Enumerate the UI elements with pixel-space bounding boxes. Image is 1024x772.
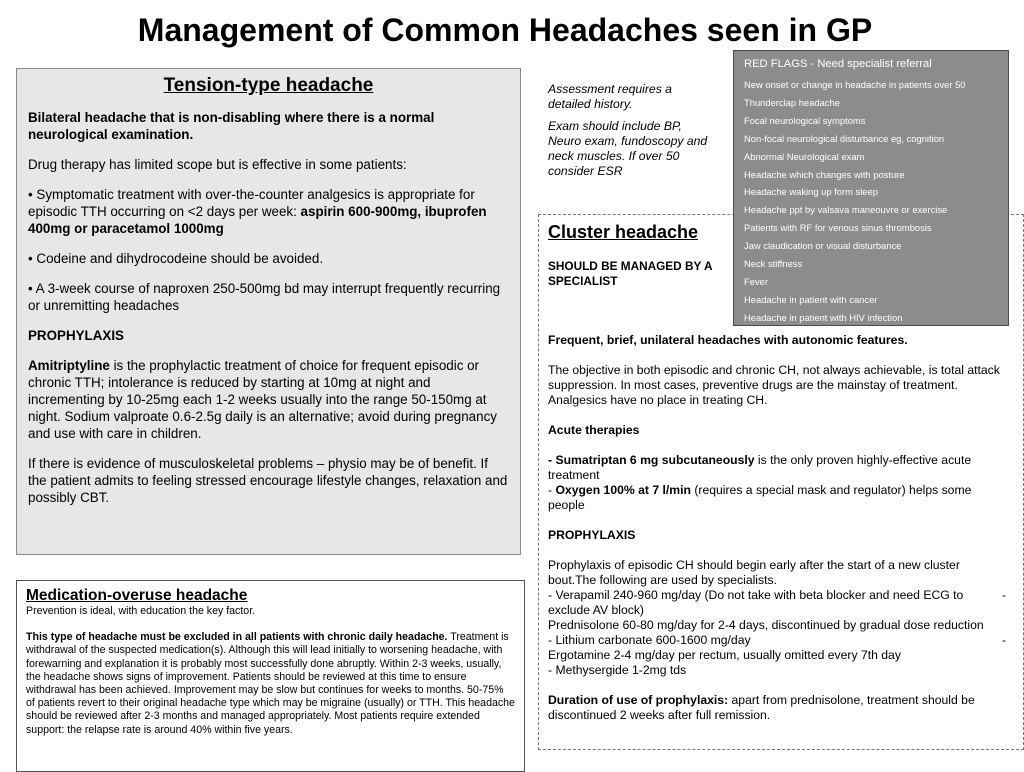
- cluster-acute-therapies: [548, 453, 1006, 513]
- red-flag-item: Non-focal neurological disturbance eg, cognition: [744, 132, 945, 144]
- sumatriptan-label: - Sumatriptan 6 mg subcutaneously: [548, 453, 755, 467]
- cluster-specialist-note: SHOULD BE MANAGED BY A SPECIALIST: [548, 259, 713, 288]
- tension-bullet-analgesics: [28, 186, 509, 237]
- moh-text: Treatment is withdrawal of the suspected medication(s). Although this will lead initially to worsening headache, with forewarning and explanation it is probably most successfully done abruptly. Within 2-3 weeks, usually, the headache shows signs of improvement. Patients should be reviewed at this time to ensure withdrawal has been achieved. Improvement may be slow but continues for weeks to months. 50-75% of patients revert to their original headache type which may be migraine (usually) or TTH. This headache should be reviewed after 2-3 months and managed appropriately. Most patients require extended support: the relapse rate is around 40% within five years.: [26, 631, 515, 736]
- moh-body: [26, 631, 515, 737]
- red-flag-item: Jaw claudication or visual disturbance: [744, 240, 902, 252]
- oxygen-prefix: -: [548, 483, 556, 497]
- cluster-frequent: Frequent, brief, unilateral headaches with autonomic features.: [548, 333, 908, 347]
- red-flag-item: Headache ppt by valsava maneouvre or exercise: [744, 204, 948, 216]
- dash-marker: -: [1001, 588, 1006, 602]
- moh-excluded: This type of headache must be excluded in all patients with chronic daily headache.: [26, 631, 448, 644]
- prednisolone-line: Prednisolone 60-80 mg/day for 2-4 days, discontinued by gradual dose reduction: [548, 618, 984, 632]
- red-flag-item: Patients with RF for venous sinus thrombosis: [744, 222, 932, 234]
- red-flag-item: Abnormal Neurological exam: [744, 150, 865, 162]
- tension-intro: Bilateral headache that is non-disabling where there is a normal neurological examination.: [28, 110, 435, 142]
- red-flag-item: Headache in patient with cancer: [744, 293, 878, 305]
- red-flags-title: RED FLAGS - Need specialist referral: [744, 58, 932, 70]
- tension-bullet-naproxen: • A 3-week course of naproxen 250-500mg bd may interrupt frequently recurring or unremitting headaches: [28, 281, 501, 313]
- duration-text: apart from prednisolone, treatment should be discontinued 2 weeks after full remission.: [548, 693, 975, 722]
- red-flags-list: [744, 76, 1008, 327]
- red-flag-item: Thunderclap headache: [744, 96, 840, 108]
- cluster-prophylaxis-list: [548, 558, 1006, 678]
- tension-amitriptyline: [28, 357, 509, 442]
- bullet-text: • Symptomatic treatment with over-the-counter analgesics is appropriate for episodic TTH occurring on <2 days per week:: [28, 187, 475, 219]
- dash-marker: -: [1001, 633, 1006, 647]
- page-title: Management of Common Headaches seen in GP: [137, 12, 873, 48]
- red-flag-item: Fever: [744, 275, 768, 287]
- red-flag-item: New onset or change in headache in patients over 50: [744, 79, 966, 90]
- cluster-heading: Cluster headache: [548, 222, 699, 242]
- medication-overuse-box: [16, 580, 525, 772]
- cluster-prophylaxis-heading: PROPHYLAXIS: [548, 528, 636, 542]
- cluster-acute-heading: Acute therapies: [548, 423, 640, 437]
- tension-bullet-codeine: • Codeine and dihydrocodeine should be avoided.: [28, 251, 324, 266]
- red-flags-box: [733, 50, 1009, 326]
- tension-heading: Tension-type headache: [163, 75, 374, 96]
- red-flag-item: Headache which changes with posture: [744, 168, 905, 180]
- moh-prevention: Prevention is ideal, with education the key factor.: [26, 605, 256, 617]
- tension-headache-box: [16, 68, 521, 555]
- assessment-note: [548, 82, 708, 186]
- methysergide-line: - Methysergide 1-2mg tds: [548, 663, 687, 677]
- oxygen-label: Oxygen 100% at 7 l/min: [555, 483, 691, 497]
- oxygen-text: (requires a special mask and regulator) helps some people: [548, 483, 972, 512]
- red-flag-item: Focal neurological symptoms: [744, 114, 866, 126]
- sumatriptan-line: [548, 453, 1006, 483]
- sumatriptan-text: is the only proven highly-effective acute treatment: [548, 453, 972, 482]
- prophylaxis-intro: Prophylaxis of episodic CH should begin early after the start of a new cluster bout.The following are used by specialists.: [548, 558, 960, 587]
- lithium-line: [548, 633, 1006, 648]
- red-flag-item: Headache waking up form sleep: [744, 186, 878, 198]
- cluster-duration: [548, 693, 1006, 723]
- amitriptyline-text: is the prophylactic treatment of choice for frequent episodic or chronic TTH; intolerance is reduced by starting at 10mg at night and incrementing by 10-25mg each 1-2 weeks usually into the range 50-150mg at night. Sodium valproate 0.6-2.5g daily is an alternative; avoid during pregnancy and use with care in children.: [28, 358, 497, 441]
- amitriptyline-label: Amitriptyline: [28, 358, 110, 373]
- lithium-text: - Lithium carbonate 600-1600 mg/day: [548, 633, 751, 647]
- cluster-objective: The objective in both episodic and chronic CH, not always achievable, is total attack suppression. In most cases, preventive drugs are the mainstay of treatment. Analgesics have no place in treating CH.: [548, 363, 1000, 407]
- analgesic-doses: aspirin 600-900mg, ibuprofen 400mg or paracetamol 1000mg: [28, 204, 487, 236]
- tension-musculoskeletal: If there is evidence of musculoskeletal problems – physio may be of benefit. If the patient admits to feeling stressed encourage lifestyle changes, relaxation and possibly CBT.: [28, 456, 508, 505]
- red-flag-item: Neck stiffness: [744, 258, 803, 270]
- duration-label: Duration of use of prophylaxis:: [548, 693, 729, 707]
- ergotamine-line: Ergotamine 2-4 mg/day per rectum, usually omitted every 7th day: [548, 648, 901, 662]
- verapamil-text: - Verapamil 240-960 mg/day (Do not take with beta blocker and need ECG to exclude AV block): [548, 588, 964, 617]
- tension-prophylaxis-heading: PROPHYLAXIS: [28, 328, 124, 343]
- assessment-exam: Exam should include BP, Neuro exam, fundoscopy and neck muscles. If over 50 consider ESR: [548, 119, 708, 178]
- oxygen-line: [548, 483, 1006, 513]
- verapamil-line: [548, 588, 1006, 618]
- assessment-history: Assessment requires a detailed history.: [548, 82, 672, 111]
- moh-heading: Medication-overuse headache: [26, 587, 248, 604]
- red-flag-item: Headache in patient with HIV infection: [744, 311, 903, 323]
- tension-drug-scope: Drug therapy has limited scope but is effective in some patients:: [28, 157, 407, 172]
